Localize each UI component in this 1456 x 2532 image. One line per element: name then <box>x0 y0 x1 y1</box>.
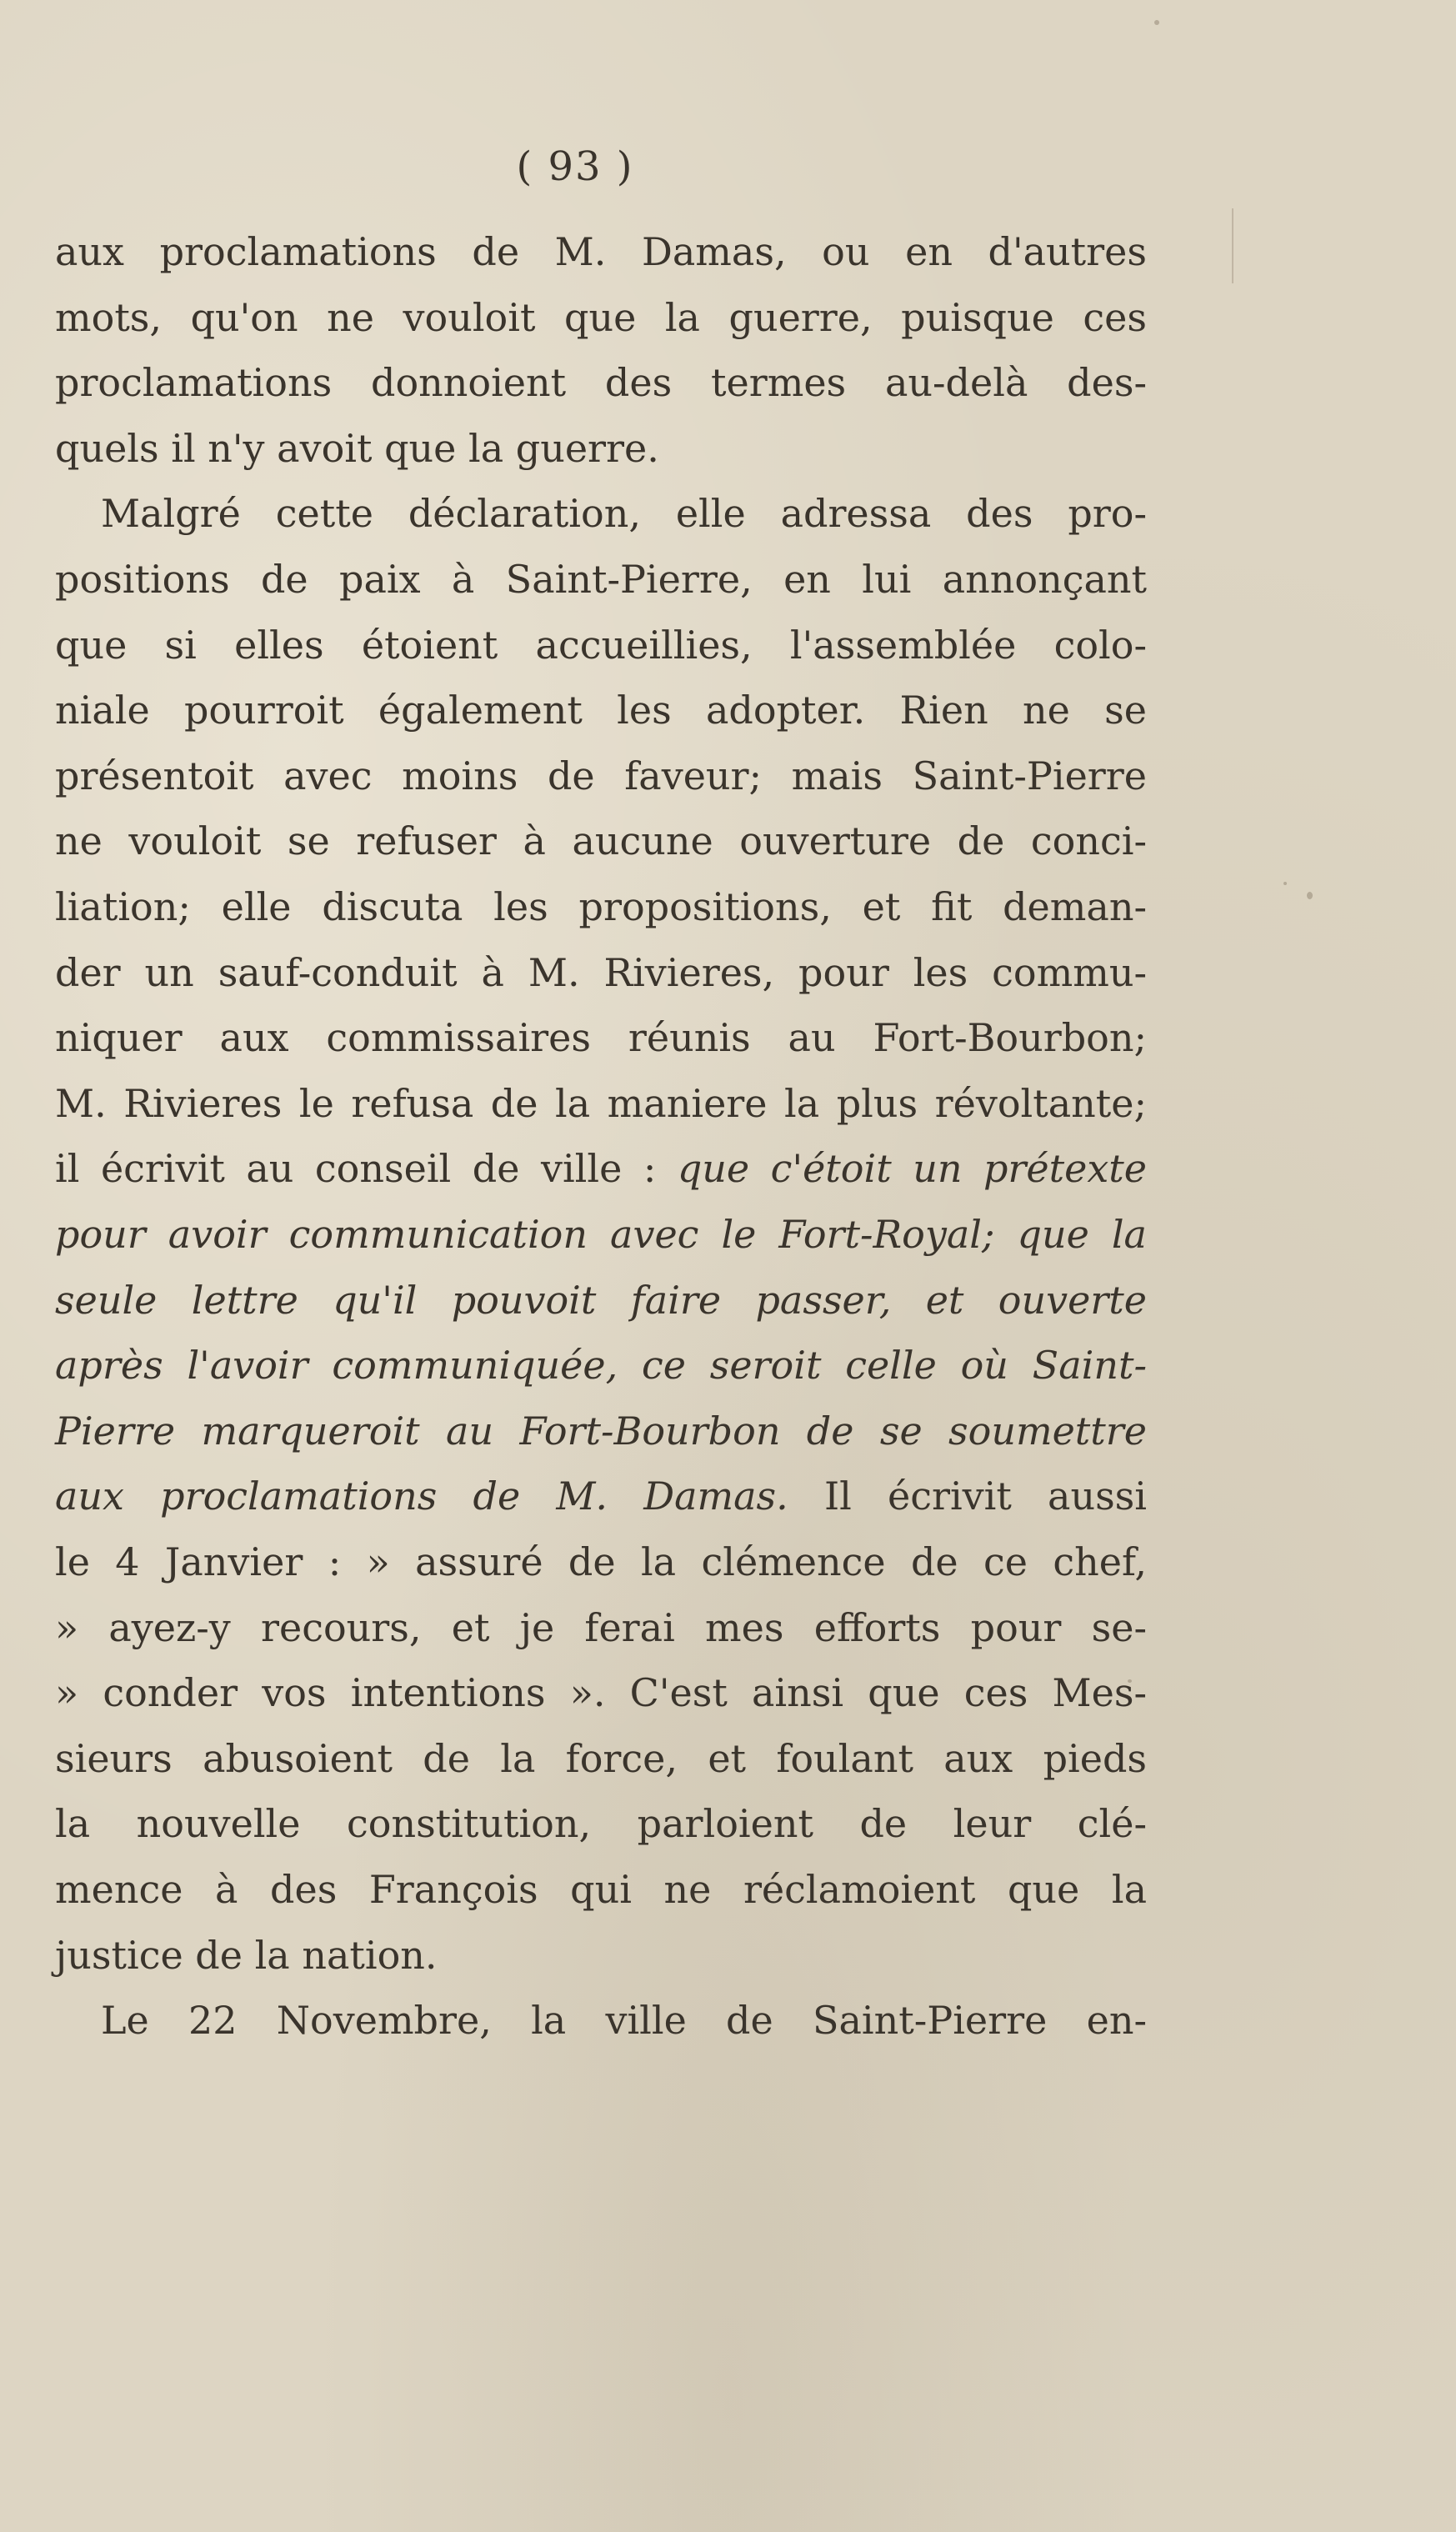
text-segment: ne vouloit se refuser à aucune ouverture de conci- <box>55 818 1147 864</box>
text-line <box>55 1334 1147 1396</box>
text-segment: aux proclamations de M. Damas, ou en d'autres <box>55 229 1147 274</box>
text-segment: sieurs abusoient de la force, et foulant aux pieds <box>55 1735 1147 1781</box>
text-segment: quels il n'y avoit que la guerre. <box>55 425 659 471</box>
text-line <box>55 1400 1147 1462</box>
text-line <box>55 483 1147 544</box>
paper-speck <box>1154 20 1159 25</box>
italic-text-segment: Pierre marqueroit au Fort-Bourbon de se soumettre <box>55 1408 1147 1454</box>
italic-text-segment: aux proclamations de M. Damas. <box>55 1474 788 1519</box>
text-line <box>55 876 1147 938</box>
italic-text-segment: après l'avoir communiquée, ce seroit celle où Saint- <box>55 1343 1147 1389</box>
text-line <box>55 1465 1147 1527</box>
text-line <box>55 548 1147 610</box>
text-segment: positions de paix à Saint-Pierre, en lui annonçant <box>55 557 1147 602</box>
text-segment: M. Rivieres le refusa de la maniere la plus révoltante; <box>55 1080 1147 1126</box>
text-line <box>55 1073 1147 1134</box>
text-segment: mence à des François qui ne réclamoient que la <box>55 1867 1147 1912</box>
text-segment: » ayez-y recours, et je ferai mes efforts pour se- <box>55 1604 1147 1650</box>
text-line <box>55 1989 1147 2051</box>
text-line <box>55 287 1147 348</box>
text-line <box>55 1859 1147 1920</box>
text-line <box>55 1597 1147 1659</box>
text-line <box>55 942 1147 1003</box>
text-segment: il écrivit au conseil de ville : <box>55 1146 678 1192</box>
italic-text-segment: seule lettre qu'il pouvoit faire passer, et ouverte <box>55 1277 1147 1323</box>
text-line <box>55 418 1147 479</box>
text-segment: » conder vos intentions ». C'est ainsi que ces Mes- <box>55 1670 1147 1716</box>
text-segment: liation; elle discuta les propositions, et fit deman- <box>55 884 1147 929</box>
text-line <box>55 221 1147 283</box>
text-segment: niale pourroit également les adopter. Rien ne se <box>55 688 1147 733</box>
text-line <box>55 745 1147 807</box>
text-segment: présentoit avec moins de faveur; mais Saint-Pierre <box>55 753 1147 798</box>
text-segment: proclamations donnoient des termes au-delà des- <box>55 360 1147 406</box>
text-line <box>55 810 1147 872</box>
text-line <box>55 352 1147 413</box>
text-segment: Il écrivit aussi <box>788 1474 1147 1519</box>
text-line <box>55 1138 1147 1199</box>
text-segment: que si elles étoient accueillies, l'assemblée colo- <box>55 622 1147 668</box>
italic-text-segment: pour avoir communication avec le Fort-Royal; que la <box>55 1212 1147 1257</box>
page-number: ( 93 ) <box>516 143 634 190</box>
text-segment: niquer aux commissaires réunis au Fort-Bourbon; <box>55 1015 1147 1061</box>
text-segment: justice de la nation. <box>55 1932 438 1978</box>
text-line <box>55 1662 1147 1724</box>
text-segment: la nouvelle constitution, parloient de leur clé- <box>55 1801 1147 1847</box>
text-segment: der un sauf-conduit à M. Rivieres, pour les commu- <box>55 949 1147 995</box>
text-line <box>55 614 1147 676</box>
text-segment: Le 22 Novembre, la ville de Saint-Pierre en- <box>101 1998 1147 2044</box>
text-line <box>55 679 1147 741</box>
text-line <box>55 1793 1147 1854</box>
text-line <box>55 1007 1147 1068</box>
paper-speck <box>1307 892 1313 899</box>
paper-speck <box>1283 882 1287 885</box>
text-segment: Malgré cette déclaration, elle adressa des pro- <box>101 491 1147 537</box>
italic-text-segment: que c'étoit un prétexte <box>677 1146 1147 1192</box>
paper-crease <box>1232 208 1233 283</box>
text-line <box>55 1531 1147 1593</box>
text-line <box>55 1203 1147 1265</box>
text-segment: le 4 Janvier : » assuré de la clémence de ce chef, <box>55 1539 1147 1584</box>
text-line <box>55 1728 1147 1789</box>
text-segment: mots, qu'on ne vouloit que la guerre, puisque ces <box>55 294 1147 340</box>
text-line <box>55 1269 1147 1331</box>
text-line <box>55 1924 1147 1986</box>
